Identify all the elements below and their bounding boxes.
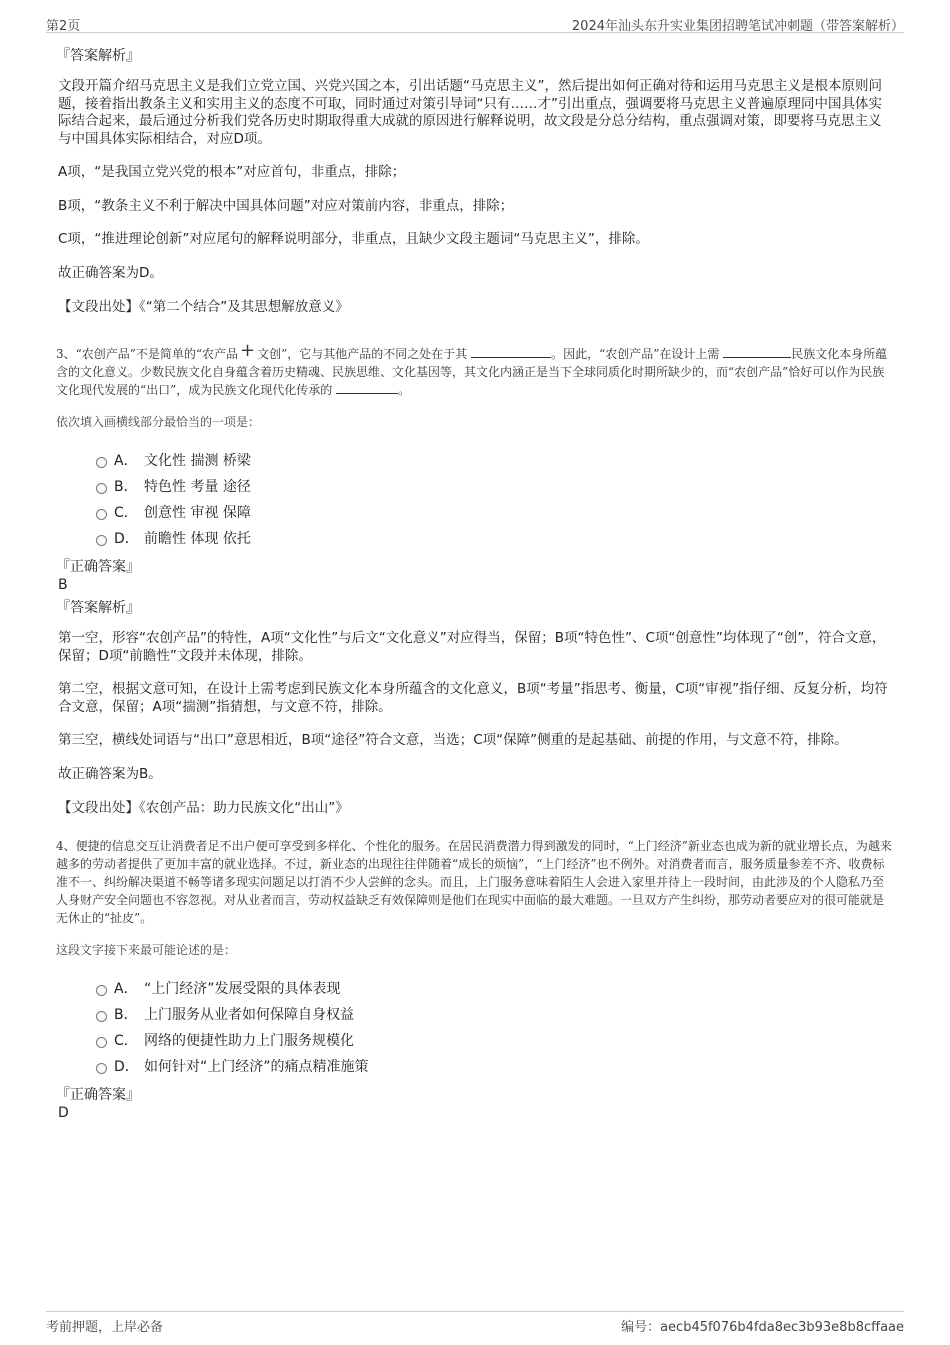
analysis-block-q2 xyxy=(56,46,892,316)
question-prompt: 这段文字接下来最可能论述的是： xyxy=(56,943,237,957)
answer-title: 『正确答案』 xyxy=(56,559,140,575)
answer-value: B xyxy=(58,577,68,593)
document-title: 2024年汕头东升实业集团招聘笔试冲刺题（带答案解析） xyxy=(571,19,904,34)
page-content xyxy=(56,46,892,1126)
option-c[interactable]: C． 创意性 审视 保障 xyxy=(96,500,892,526)
answer-value: D xyxy=(58,1105,69,1121)
radio-icon[interactable] xyxy=(96,985,107,996)
option-d[interactable]: D． 前瞻性 体现 依托 xyxy=(96,526,892,552)
question-stem: 4、便捷的信息交互让消费者足不出户便可享受到多样化、个性化的服务。在居民消费潜力得到激发的同时，“上门经济”新业态也成为新的就业增长点，为越来越多的劳动者提供了更加丰富的就业选择。不过，新业态的出现往往伴随着“成长的烦恼”，“上门经济”也不例外。对消费者而言，服务质量参差不齐、收费标准不一、纠纷解决渠道不畅等诸多现实问题足以打消不少人尝鲜的念头。而且，上门服务意味着陌生人会进入家里并待上一段时间，由此涉及的个人隐私乃至人身财产安全问题也不容忽视。对从业者而言，劳动权益缺乏有效保障则是他们在现实中面临的最大难题。一旦双方产生纠纷，那劳动者要应对的很可能就是无休止的“扯皮”。 xyxy=(56,839,892,925)
page-number: 第2页 xyxy=(46,19,81,34)
question-stem: 3、“农创产品”不是简单的“农产品 + 文创”，它与其他产品的不同之处在于其 。因此，“农创产品”在设计上需 民族文化本身所蕴含的文化意义。少数民族文化自身蕴含着历史精魂、民族思维、文化基因等，其文化内涵正是当下全球同质化时期所缺少的，而“农创产品”恰好可以作为民族文化现代发展的“出口”，成为民族文化现代化传承的 。 xyxy=(56,340,888,397)
radio-icon[interactable] xyxy=(96,1011,107,1022)
radio-icon[interactable] xyxy=(96,535,107,546)
radio-icon[interactable] xyxy=(96,483,107,494)
analysis-paragraph: 故正确答案为B。 xyxy=(58,765,162,782)
option-a[interactable]: A． 文化性 揣测 桥梁 xyxy=(96,448,892,474)
fill-blank-2 xyxy=(723,345,791,358)
source-citation: 【文段出处】《“第二个结合”及其思想解放意义》 xyxy=(58,299,349,315)
option-d[interactable]: D． 如何针对“上门经济”的痛点精准施策 xyxy=(96,1054,892,1080)
option-a[interactable]: A． “上门经济”发展受限的具体表现 xyxy=(96,976,892,1002)
fill-blank-3 xyxy=(336,381,398,394)
analysis-paragraph: 第一空，形容“农创产品”的特性，A项“文化性”与后文“文化意义”对应得当，保留；B项“特色性”、C项“创意性”均体现了“创”，符合文意，保留；D项“前瞻性”文段并未体现，排除。 xyxy=(58,630,886,664)
page-header xyxy=(46,12,904,33)
analysis-paragraph: 第二空，根据文意可知，在设计上需考虑到民族文化本身所蕴含的文化意义，B项“考量”指思考、衡量，C项“审视”指仔细、反复分析，均符合文意，保留；A项“揣测”指猜想，与文意不符，排除。 xyxy=(58,681,888,715)
option-b[interactable]: B． 上门服务从业者如何保障自身权益 xyxy=(96,1002,892,1028)
radio-icon[interactable] xyxy=(96,1063,107,1074)
radio-icon[interactable] xyxy=(96,457,107,468)
question-4 xyxy=(56,837,892,1122)
question-3 xyxy=(56,340,892,817)
page-footer xyxy=(46,1311,904,1336)
option-c[interactable]: C． 网络的便捷性助力上门服务规模化 xyxy=(96,1028,892,1054)
answer-title: 『正确答案』 xyxy=(56,1087,140,1103)
analysis-paragraph: B项，“教条主义不利于解决中国具体问题”对应对策前内容，非重点，排除； xyxy=(58,197,514,214)
plus-sign: + xyxy=(240,340,256,361)
analysis-paragraph: 故正确答案为D。 xyxy=(58,264,163,281)
radio-icon[interactable] xyxy=(96,1037,107,1048)
option-list xyxy=(96,448,892,552)
radio-icon[interactable] xyxy=(96,509,107,520)
option-list xyxy=(96,976,892,1080)
analysis-title: 『答案解析』 xyxy=(56,600,140,616)
question-prompt: 依次填入画横线部分最恰当的一项是： xyxy=(56,415,261,429)
analysis-paragraph: 文段开篇介绍马克思主义是我们立党立国、兴党兴国之本，引出话题“马克思主义”，然后提出如何正确对待和运用马克思主义是根本原则问题，接着指出教条主义和实用主义的态度不可取，同时通过对策引导词“只有……才”引出重点，强调要将马克思主义普遍原理同中国具体实际结合起来，最后通过分析我们党各历史时期取得重大成就的原因进行解释说明，故文段是分总分结构，重点强调对策，即要将马克思主义与中国具体实际相结合，对应D项。 xyxy=(58,78,882,147)
fill-blank-1 xyxy=(471,345,551,358)
document-code: 编号：aecb45f076b4fda8ec3b93e8b8cffaae xyxy=(621,1320,904,1335)
analysis-paragraph: A项，“是我国立党兴党的根本”对应首句，非重点，排除； xyxy=(58,164,406,180)
option-b[interactable]: B． 特色性 考量 途径 xyxy=(96,474,892,500)
footer-slogan: 考前押题，上岸必备 xyxy=(46,1320,164,1335)
source-citation: 【文段出处】《农创产品：助力民族文化“出山”》 xyxy=(58,800,349,816)
analysis-paragraph: 第三空，横线处词语与“出口”意思相近，B项“途径”符合文意，当选；C项“保障”侧重的是起基础、前提的作用，与文意不符，排除。 xyxy=(58,732,848,748)
analysis-title: 『答案解析』 xyxy=(56,48,140,64)
analysis-paragraph: C项，“推进理论创新”对应尾句的解释说明部分，非重点，且缺少文段主题词“马克思主义”，排除。 xyxy=(58,231,649,247)
